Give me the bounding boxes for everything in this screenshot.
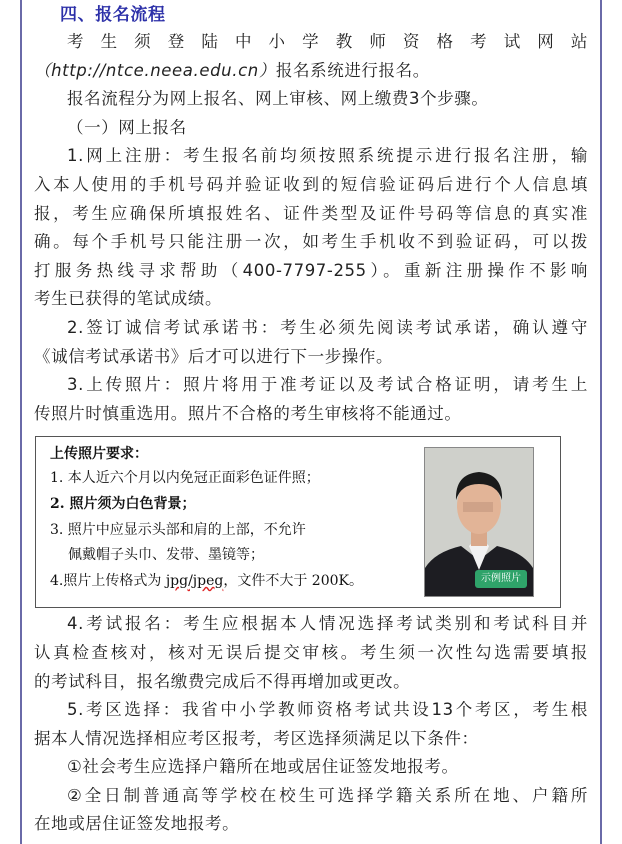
content [34,0,588,839]
requirement-1: 1. 本人近六个月以内免冠正面彩色证件照； [50,470,320,486]
p4-line: 的考试科目，报名缴费完成后不得再增加或更改。 [34,671,411,691]
paragraph-3 [34,371,588,428]
requirements-title: 上传照片要求： [50,446,148,462]
p1-line: 打服务热线寻求帮助（400-7797-255）。重新注册操作不影响 [34,260,588,280]
sample-id-photo [424,447,534,597]
requirement-4-suffix: ，文件不大于 200K。 [223,573,363,589]
file-format: jpg/jpeg [165,573,224,589]
page-border-left [20,0,22,844]
p1-line: 确。每个手机号只能注册一次，如考生手机收不到验证码，可以拨 [34,232,588,252]
p3-line: 3.上传照片：照片将用于准考证以及考试合格证明，请考生上 [67,375,588,395]
requirement-3: 3. 照片中应显示头部和肩的上部，不允许 [50,522,306,538]
condition-1: ①社会考生应选择户籍所在地或居住证签发地报考。 [67,757,459,777]
requirement-4 [50,570,363,590]
requirement-3-continued: 佩戴帽子头巾、发带、墨镜等； [68,547,264,563]
requirement-2: 2. 照片须为白色背景； [50,496,196,512]
intro-line-2 [34,57,588,86]
sample-photo-label: 示例照片 [475,570,527,588]
website-url[interactable]: （http://ntce.neea.edu.cn） [34,60,276,80]
p1-line: 入本人使用的手机号码并验证收到的短信验证码后进行个人信息填 [34,174,588,194]
p1-line: 报，考生应确保所填报姓名、证件类型及证件号码等信息的真实准 [34,203,588,223]
p1-line: 考生已获得的笔试成绩。 [34,289,223,309]
steps-summary: 报名流程分为网上报名、网上审核、网上缴费3个步骤。 [67,89,489,109]
paragraph-1 [34,142,588,314]
condition-2-line: ②全日制普通高等学校在校生可选择学籍关系所在地、户籍所 [67,785,588,805]
p4-line: 4.考试报名：考生应根据本人情况选择考试类别和考试科目并 [67,614,588,634]
condition-2-line: 在地或居住证签发地报考。 [34,814,240,834]
p2-line: 《诚信考试承诺书》后才可以进行下一步操作。 [34,346,394,366]
p5-line: 据本人情况选择相应考区报考，考区选择须满足以下条件： [34,728,479,748]
p5-line: 5.考区选择：我省中小学教师资格考试共设13个考区，考生根 [67,700,588,720]
intro-text: 考生须登陆中小学教师资格考试网站 [67,32,588,51]
p3-line: 传照片时慎重选用。照片不合格的考生审核将不能通过。 [34,403,462,423]
paragraph-4 [34,610,588,696]
intro-text-2: 报名系统进行报名。 [275,60,430,80]
photo-requirements-box [35,436,561,608]
p4-line: 认真检查核对，核对无误后提交审核。考生须一次性勾选需要填报 [34,642,588,662]
requirement-4-prefix: 4.照片上传格式为 [50,573,166,589]
paragraph-2 [34,314,588,371]
section-heading: 四、报名流程 [60,5,166,25]
page-border-right [600,0,602,844]
p1-line: 1.网上注册：考生报名前均须按照系统提示进行报名注册，输 [67,146,588,166]
intro-line-1 [34,28,588,57]
paragraph-5 [34,696,588,839]
p2-line: 2.签订诚信考试承诺书：考生必须先阅读考试承诺，确认遵守 [67,317,588,337]
sub-heading: （一）网上报名 [67,117,187,137]
